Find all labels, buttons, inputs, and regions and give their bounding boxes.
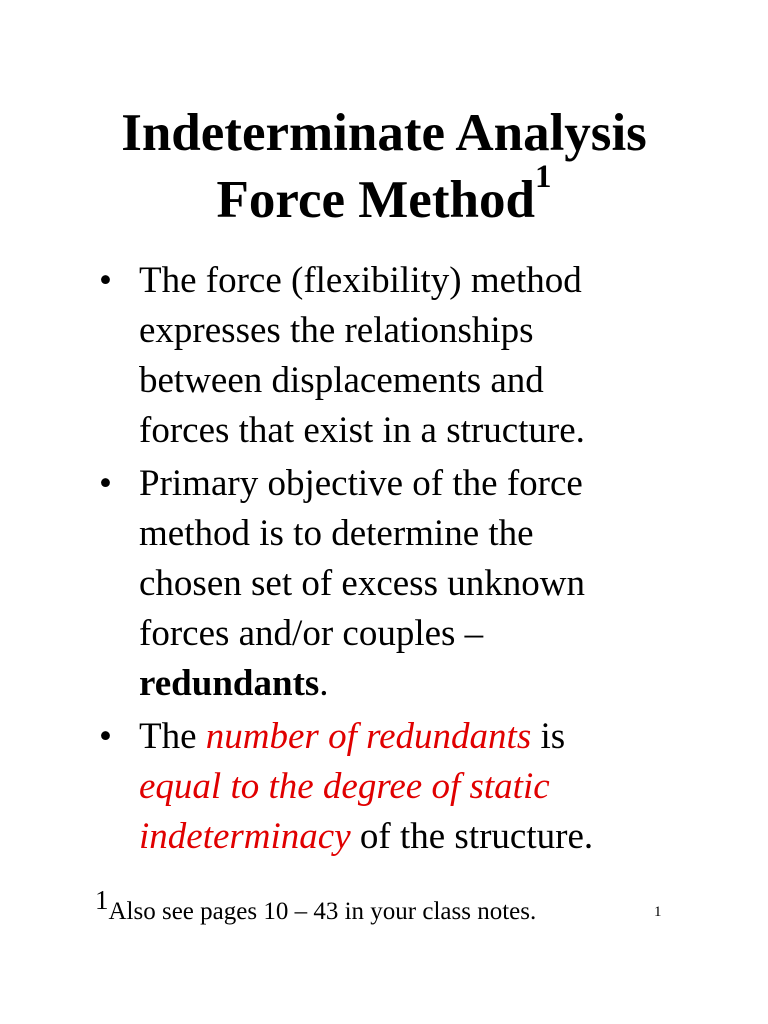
- page-number: 1: [654, 904, 662, 920]
- bullet-3-prefix: The: [139, 716, 206, 757]
- indeterminacy-emphasis: indeterminacy: [139, 816, 351, 857]
- bullet-1-line-1: The force (flexibility) method: [139, 260, 582, 301]
- bullet-2-line-4: forces and/or couples –: [139, 613, 484, 654]
- bullet-dot-icon: •: [99, 260, 112, 301]
- footnote-marker: 1: [95, 885, 109, 915]
- title-line-1: Indeterminate Analysis: [121, 104, 647, 162]
- bullet-dot-icon: •: [99, 463, 112, 504]
- bullet-item-number-of-redundants: [99, 712, 739, 862]
- title-line-2-text: Force Method: [216, 171, 535, 229]
- redundants-term: redundants: [139, 663, 320, 704]
- bullet-3-line-1: [139, 712, 739, 762]
- bullet-dot-icon: •: [99, 716, 112, 757]
- footnote-text: Also see pages 10 – 43 in your class notes.: [108, 898, 537, 925]
- title-line-2: [0, 159, 768, 234]
- bullet-item-force-method: [99, 256, 739, 456]
- bullet-1-line-4: forces that exist in a structure.: [139, 410, 585, 451]
- bullet-2-line-5: [139, 659, 739, 709]
- bullet-1-line-2: expresses the relationships: [139, 310, 534, 351]
- title-footnote-marker: 1: [534, 159, 552, 195]
- bullet-2-line-1: Primary objective of the force: [139, 463, 583, 504]
- degree-of-static-emphasis: equal to the degree of static: [139, 766, 550, 807]
- bullet-1-line-3: between displacements and: [139, 360, 544, 401]
- bullet-item-primary-objective: [99, 459, 739, 709]
- number-of-redundants-emphasis: number of redundants: [205, 716, 532, 757]
- footnote: [95, 885, 537, 927]
- page-title: [0, 100, 768, 234]
- bullet-list: [99, 256, 739, 865]
- bullet-3-line-1-suffix: is: [531, 716, 566, 757]
- bullet-2-line-2: method is to determine the: [139, 513, 534, 554]
- bullet-2-line-3: chosen set of excess unknown: [139, 563, 585, 604]
- redundants-period: .: [319, 663, 329, 704]
- bullet-3-line-3: [139, 812, 739, 862]
- bullet-3-line-3-suffix: of the structure.: [350, 816, 594, 857]
